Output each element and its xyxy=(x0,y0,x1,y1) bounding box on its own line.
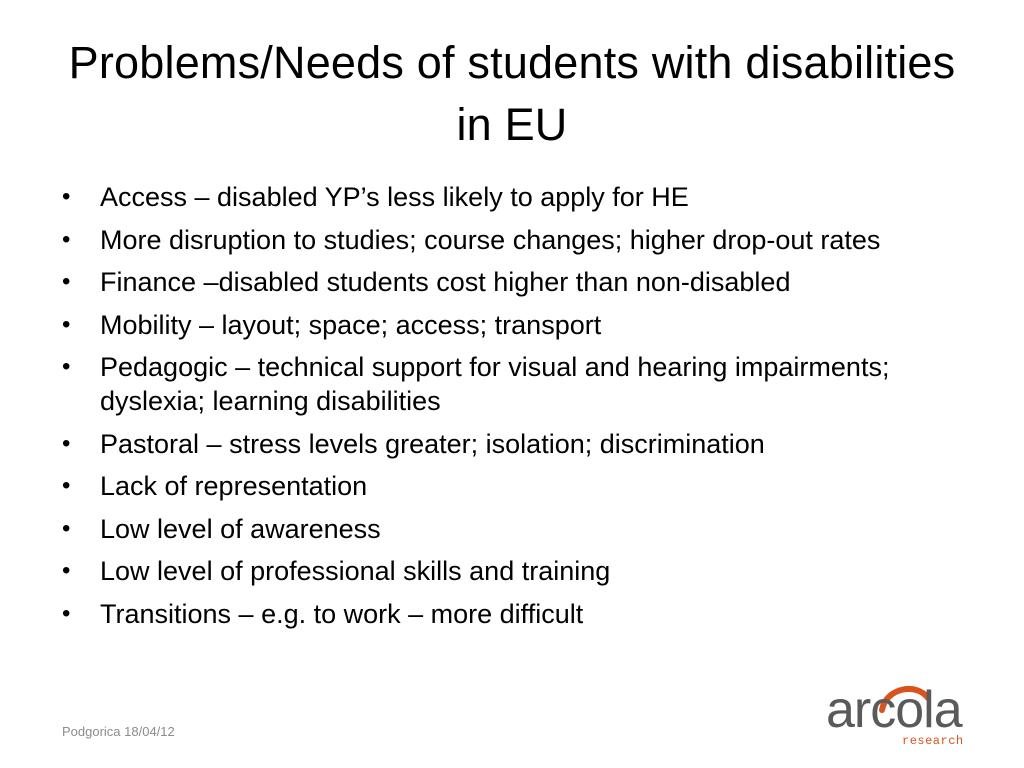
bullet-text: Access – disabled YP’s less likely to apply for HE xyxy=(100,182,689,212)
bullet-text: Low level of professional skills and training xyxy=(100,556,611,586)
slide-footer: Podgorica 18/04/12 xyxy=(62,724,175,739)
bullet-item xyxy=(62,350,962,418)
bullet-text: More disruption to studies; course changes; higher drop-out rates xyxy=(100,224,881,255)
bullet-icon: • xyxy=(62,557,71,584)
bullet-text: Pastoral – stress levels greater; isolation; discrimination xyxy=(100,428,765,459)
bullet-icon: • xyxy=(62,353,71,380)
logo-word-left: arc xyxy=(826,681,896,739)
bullet-text: Mobility – layout; space; access; transport xyxy=(100,309,602,340)
slide-title: Problems/Needs of students with disabilities in EU xyxy=(68,37,956,150)
arcola-logo xyxy=(820,680,982,752)
bullet-item xyxy=(62,308,962,342)
bullet-item xyxy=(62,265,962,299)
bullet-text: Lack of representation xyxy=(100,471,368,501)
bullet-icon: • xyxy=(62,472,71,499)
bullet-item xyxy=(62,469,962,503)
bullet-text: Transitions – e.g. to work – more difficult xyxy=(100,598,584,629)
bullet-icon: • xyxy=(62,268,71,295)
bullet-text: Pedagogic – technical support for visual and hearing impairments; dyslexia; learning disabilities xyxy=(100,352,890,416)
bullet-icon: • xyxy=(62,429,71,457)
bullet-list xyxy=(62,180,962,639)
bullet-item xyxy=(62,427,962,461)
logo-word-o: o xyxy=(895,681,924,739)
bullet-icon: • xyxy=(62,225,71,253)
bullet-text: Low level of awareness xyxy=(100,513,381,544)
bullet-icon: • xyxy=(62,514,71,542)
bullet-icon: • xyxy=(62,183,71,210)
bullet-text: Finance –disabled students cost higher than non-disabled xyxy=(100,267,791,297)
logo-word xyxy=(826,680,962,740)
logo-word-right: la xyxy=(923,681,962,739)
bullet-item xyxy=(62,180,962,214)
bullet-icon: • xyxy=(62,599,71,627)
bullet-item xyxy=(62,554,962,588)
bullet-item xyxy=(62,512,962,546)
bullet-item xyxy=(62,223,962,257)
bullet-icon: • xyxy=(62,310,71,338)
logo-subtitle: research xyxy=(902,734,964,748)
bullet-item xyxy=(62,597,962,631)
